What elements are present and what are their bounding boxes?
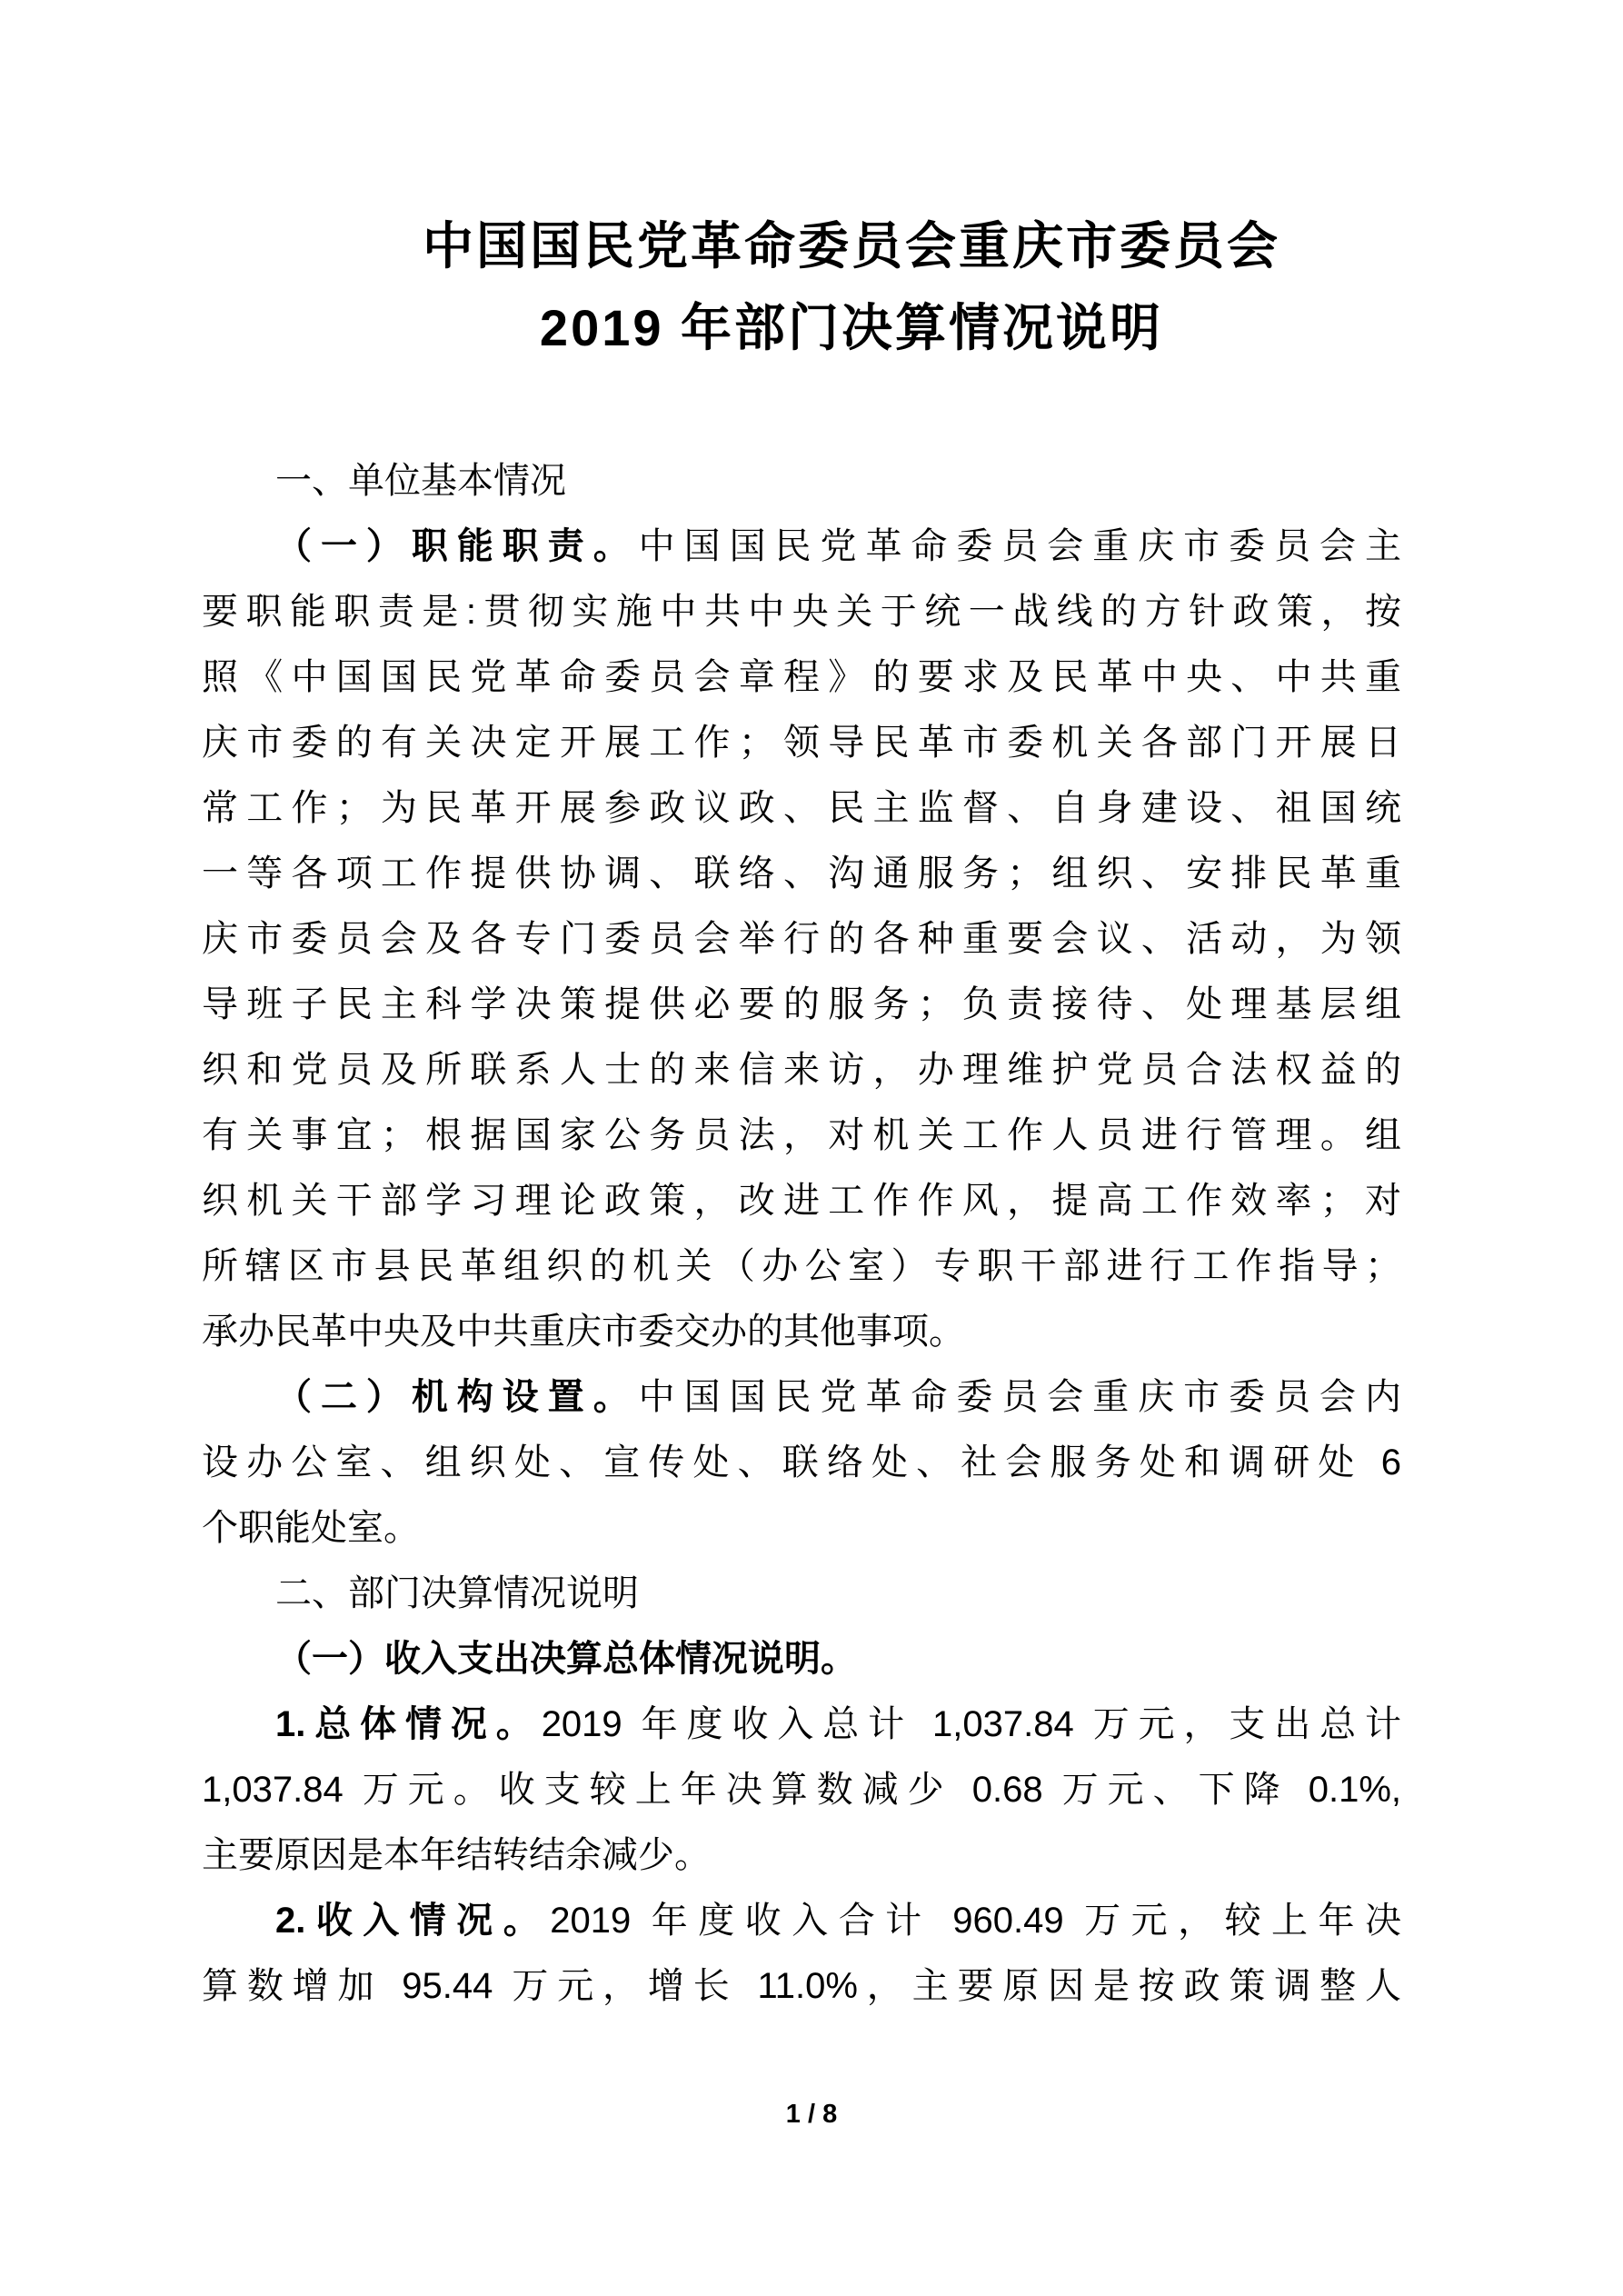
doc-line-segment: 2019 年度收入总计 1,037.84 万元，支出总计 xyxy=(541,1704,1402,1744)
doc-line-segment: 个职能处室。 xyxy=(202,1508,420,1548)
doc-line xyxy=(202,1299,1401,1364)
doc-line xyxy=(202,1495,1401,1561)
doc-line xyxy=(202,710,1401,775)
doc-line xyxy=(202,1561,1401,1626)
document-body xyxy=(202,448,1401,2019)
doc-line xyxy=(202,448,1401,514)
document-title xyxy=(202,205,1401,369)
doc-line-segment: 设办公室、组织处、宣传处、联络处、社会服务处和调研处 6 xyxy=(202,1442,1401,1482)
doc-line-segment: 有关事宜；根据国家公务员法，对机关工作人员进行管理。组 xyxy=(202,1115,1401,1155)
doc-line-segment: 一、单位基本情况 xyxy=(275,461,566,501)
doc-line xyxy=(202,841,1401,906)
doc-line-segment: 织和党员及所联系人士的来信来访，办理维护党员合法权益的 xyxy=(202,1050,1401,1090)
doc-line-segment: 2019 年度收入合计 960.49 万元，较上年决 xyxy=(550,1901,1402,1941)
doc-line xyxy=(202,1103,1401,1168)
doc-line-bold-segment: （一）收入支出决算总体情况说明。 xyxy=(275,1639,857,1679)
doc-line-bold-segment: 1.总体情况。 xyxy=(275,1704,542,1744)
doc-line-segment: 照《中国国民党革命委员会章程》的要求及民革中央、中共重 xyxy=(202,657,1401,697)
doc-line-bold-segment: （一）职能职责。 xyxy=(275,526,639,566)
doc-line xyxy=(202,1953,1401,2019)
doc-line-segment: 中国国民党革命委员会重庆市委员会内 xyxy=(638,1377,1402,1417)
doc-line-segment: 承办民革中央及中共重庆市委交办的其他事项。 xyxy=(202,1312,965,1352)
doc-line xyxy=(202,1168,1401,1233)
doc-line-segment: 主要原因是本年结转结余减少。 xyxy=(202,1835,711,1875)
document-content xyxy=(202,0,1401,2019)
doc-line-segment: 庆市委员会及各专门委员会举行的各种重要会议、活动，为领 xyxy=(202,919,1401,959)
doc-line-segment: 二、部门决算情况说明 xyxy=(275,1573,639,1613)
doc-line xyxy=(202,1822,1401,1888)
doc-line-segment: 要职能职责是:贯彻实施中共中央关于统一战线的方针政策，按 xyxy=(202,592,1401,632)
doc-line-segment: 织机关干部学习理论政策，改进工作作风，提高工作效率；对 xyxy=(202,1181,1401,1221)
doc-title-line-2: 2019 年部门决算情况说明 xyxy=(539,299,1164,356)
doc-title-line-1: 中国国民党革命委员会重庆市委员会 xyxy=(423,217,1280,275)
doc-line xyxy=(202,906,1401,972)
doc-line-segment: 算数增加 95.44 万元，增长 11.0%，主要原因是按政策调整人 xyxy=(202,1966,1401,2006)
doc-line-segment: 导班子民主科学决策提供必要的服务；负责接待、处理基层组 xyxy=(202,984,1401,1024)
doc-line-segment: 所辖区市县民革组织的机关（办公室）专职干部进行工作指导； xyxy=(202,1246,1401,1286)
doc-line xyxy=(202,972,1401,1037)
doc-line xyxy=(202,1626,1401,1692)
doc-line-segment: 中国国民党革命委员会重庆市委员会主 xyxy=(638,526,1402,566)
doc-line-segment: 常工作；为民革开展参政议政、民主监督、自身建设、祖国统 xyxy=(202,788,1401,828)
doc-line xyxy=(202,1757,1401,1822)
doc-line xyxy=(202,644,1401,710)
doc-line xyxy=(202,1430,1401,1495)
doc-line xyxy=(202,1364,1401,1430)
doc-line xyxy=(202,775,1401,841)
doc-line-bold-segment: 2.收入情况。 xyxy=(275,1901,551,1941)
doc-line-segment: 一等各项工作提供协调、联络、沟通服务；组织、安排民革重 xyxy=(202,854,1401,893)
doc-line-segment: 1,037.84 万元。收支较上年决算数减少 0.68 万元、下降 0.1%, xyxy=(202,1770,1401,1810)
doc-line xyxy=(202,514,1401,579)
doc-line xyxy=(202,1888,1401,1953)
doc-line xyxy=(202,1233,1401,1299)
doc-line-segment: 庆市委的有关决定开展工作；领导民革市委机关各部门开展日 xyxy=(202,723,1401,763)
doc-line-bold-segment: （二）机构设置。 xyxy=(275,1377,639,1417)
page-number: 1 / 8 xyxy=(785,2100,838,2129)
doc-line xyxy=(202,1037,1401,1103)
doc-line xyxy=(202,1692,1401,1757)
doc-line xyxy=(202,579,1401,644)
